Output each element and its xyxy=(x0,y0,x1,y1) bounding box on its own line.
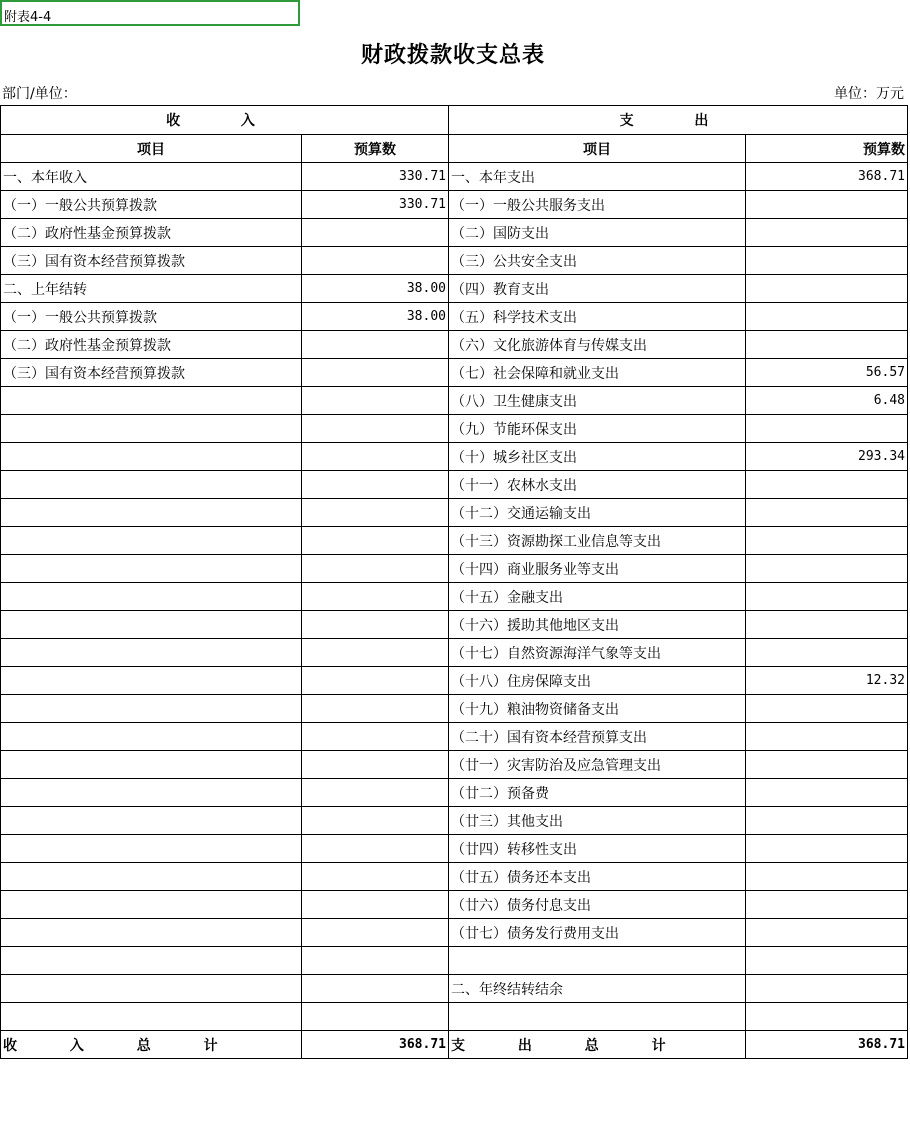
selected-cell[interactable] xyxy=(0,0,300,26)
income-budget-cell[interactable] xyxy=(302,1003,449,1031)
table-row xyxy=(1,499,908,527)
income-budget-cell[interactable] xyxy=(302,695,449,723)
income-item-cell[interactable] xyxy=(1,583,302,611)
expense-budget-cell[interactable] xyxy=(746,415,908,443)
expense-budget-cell[interactable] xyxy=(746,695,908,723)
income-item-cell[interactable] xyxy=(1,499,302,527)
table-row xyxy=(1,695,908,723)
expense-item-cell[interactable]: （廿六）债务付息支出 xyxy=(449,891,746,919)
expense-item-header: 项目 xyxy=(449,135,746,163)
expense-item-cell[interactable]: （廿二）预备费 xyxy=(449,779,746,807)
income-budget-cell[interactable]: 330.71 xyxy=(302,191,449,219)
income-item-cell[interactable]: 一、本年收入 xyxy=(1,163,302,191)
income-budget-cell[interactable] xyxy=(302,443,449,471)
income-item-cell[interactable] xyxy=(1,667,302,695)
income-budget-cell[interactable] xyxy=(302,387,449,415)
income-budget-cell[interactable]: 38.00 xyxy=(302,275,449,303)
income-item-cell[interactable] xyxy=(1,639,302,667)
expense-budget-cell[interactable]: 56.57 xyxy=(746,359,908,387)
expense-budget-cell[interactable] xyxy=(746,1003,908,1031)
table-row xyxy=(1,723,908,751)
expense-item-cell[interactable]: （十六）援助其他地区支出 xyxy=(449,611,746,639)
income-item-cell[interactable]: （三）国有资本经营预算拨款 xyxy=(1,247,302,275)
table-row xyxy=(1,611,908,639)
income-budget-cell[interactable] xyxy=(302,863,449,891)
income-budget-cell[interactable] xyxy=(302,471,449,499)
expense-item-cell[interactable]: （十八）住房保障支出 xyxy=(449,667,746,695)
income-budget-cell[interactable] xyxy=(302,807,449,835)
table-row xyxy=(1,1003,908,1031)
table-row xyxy=(1,527,908,555)
expense-item-cell[interactable]: （八）卫生健康支出 xyxy=(449,387,746,415)
expense-budget-cell[interactable]: 293.34 xyxy=(746,443,908,471)
income-budget-cell[interactable] xyxy=(302,919,449,947)
income-item-cell[interactable] xyxy=(1,835,302,863)
expense-budget-cell[interactable] xyxy=(746,247,908,275)
expense-item-cell[interactable]: （九）节能环保支出 xyxy=(449,415,746,443)
expense-item-cell[interactable]: （十七）自然资源海洋气象等支出 xyxy=(449,639,746,667)
income-item-cell[interactable] xyxy=(1,555,302,583)
table-row xyxy=(1,303,908,331)
expense-budget-header: 预算数 xyxy=(746,135,908,163)
income-budget-cell[interactable] xyxy=(302,779,449,807)
expense-item-cell[interactable]: （十一）农林水支出 xyxy=(449,471,746,499)
income-item-cell[interactable] xyxy=(1,723,302,751)
table-row xyxy=(1,275,908,303)
income-item-cell[interactable]: （一）一般公共预算拨款 xyxy=(1,303,302,331)
income-budget-cell[interactable] xyxy=(302,499,449,527)
income-budget-cell[interactable] xyxy=(302,247,449,275)
page-title: 财政拨款收支总表 xyxy=(360,42,545,68)
income-item-cell[interactable]: （二）政府性基金预算拨款 xyxy=(1,331,302,359)
table-row xyxy=(1,415,908,443)
expense-budget-cell[interactable]: 6.48 xyxy=(746,387,908,415)
expense-total-value[interactable]: 368.71 xyxy=(746,1031,908,1059)
expense-item-cell[interactable]: （五）科学技术支出 xyxy=(449,303,746,331)
income-budget-cell[interactable] xyxy=(302,359,449,387)
expense-budget-cell[interactable] xyxy=(746,555,908,583)
table-row xyxy=(1,751,908,779)
expense-budget-cell[interactable] xyxy=(746,499,908,527)
expense-item-cell[interactable]: （六）文化旅游体育与传媒支出 xyxy=(449,331,746,359)
income-total-value[interactable]: 368.71 xyxy=(302,1031,449,1059)
income-item-cell[interactable] xyxy=(1,863,302,891)
income-section-header: 收 入 xyxy=(1,106,449,135)
expense-budget-cell[interactable]: 12.32 xyxy=(746,667,908,695)
table-row xyxy=(1,191,908,219)
income-item-cell[interactable]: （一）一般公共预算拨款 xyxy=(1,191,302,219)
expense-budget-cell[interactable] xyxy=(746,807,908,835)
table-row xyxy=(1,779,908,807)
table-row xyxy=(1,163,908,191)
income-item-cell[interactable] xyxy=(1,751,302,779)
expense-item-cell[interactable]: （十五）金融支出 xyxy=(449,583,746,611)
expense-budget-cell[interactable] xyxy=(746,947,908,975)
cell-ref-text: 附表4-4 xyxy=(4,10,52,25)
expense-section-header: 支 出 xyxy=(449,106,908,135)
income-item-cell[interactable] xyxy=(1,471,302,499)
income-budget-cell[interactable] xyxy=(302,667,449,695)
income-item-cell[interactable] xyxy=(1,611,302,639)
expense-budget-cell[interactable]: 368.71 xyxy=(746,163,908,191)
expense-item-cell[interactable]: （二十）国有资本经营预算支出 xyxy=(449,723,746,751)
expense-budget-cell[interactable] xyxy=(746,275,908,303)
income-item-cell[interactable] xyxy=(1,891,302,919)
expense-item-cell[interactable]: （十四）商业服务业等支出 xyxy=(449,555,746,583)
table-row xyxy=(1,471,908,499)
income-item-cell[interactable] xyxy=(1,387,302,415)
expense-budget-cell[interactable] xyxy=(746,779,908,807)
expense-budget-cell[interactable] xyxy=(746,751,908,779)
income-item-cell[interactable] xyxy=(1,975,302,1003)
income-item-cell[interactable]: 二、上年结转 xyxy=(1,275,302,303)
income-budget-cell[interactable] xyxy=(302,331,449,359)
expense-item-cell[interactable]: （廿七）债务发行费用支出 xyxy=(449,919,746,947)
table-row xyxy=(1,443,908,471)
table-row xyxy=(1,863,908,891)
table-row xyxy=(1,331,908,359)
income-item-cell[interactable] xyxy=(1,807,302,835)
expense-item-cell[interactable]: 一、本年支出 xyxy=(449,163,746,191)
table-row xyxy=(1,359,908,387)
expense-budget-cell[interactable] xyxy=(746,723,908,751)
income-budget-cell[interactable] xyxy=(302,891,449,919)
expense-item-cell[interactable]: （十三）资源勘探工业信息等支出 xyxy=(449,527,746,555)
expense-item-cell[interactable]: （廿一）灾害防治及应急管理支出 xyxy=(449,751,746,779)
table-row xyxy=(1,387,908,415)
expense-budget-cell[interactable] xyxy=(746,975,908,1003)
expense-item-cell[interactable]: （十）城乡社区支出 xyxy=(449,443,746,471)
income-budget-cell[interactable] xyxy=(302,639,449,667)
income-item-cell[interactable] xyxy=(1,443,302,471)
expense-item-cell[interactable]: （廿五）债务还本支出 xyxy=(449,863,746,891)
table-row xyxy=(1,247,908,275)
expense-item-cell[interactable]: （廿三）其他支出 xyxy=(449,807,746,835)
department-label: 部门/单位： xyxy=(2,86,77,102)
expense-budget-cell[interactable] xyxy=(746,219,908,247)
table-row xyxy=(1,583,908,611)
table-row xyxy=(1,835,908,863)
income-item-cell[interactable]: （二）政府性基金预算拨款 xyxy=(1,219,302,247)
expense-item-cell[interactable]: （二）国防支出 xyxy=(449,219,746,247)
income-budget-cell[interactable] xyxy=(302,527,449,555)
income-total-label[interactable]: 收 入 总 计 xyxy=(1,1031,302,1059)
income-item-cell[interactable] xyxy=(1,1003,302,1031)
expense-item-cell[interactable]: （七）社会保障和就业支出 xyxy=(449,359,746,387)
income-budget-cell[interactable] xyxy=(302,835,449,863)
income-item-cell[interactable]: （三）国有资本经营预算拨款 xyxy=(1,359,302,387)
expense-budget-cell[interactable] xyxy=(746,891,908,919)
expense-budget-cell[interactable] xyxy=(746,191,908,219)
expense-budget-cell[interactable] xyxy=(746,919,908,947)
income-budget-cell[interactable] xyxy=(302,947,449,975)
expense-item-cell[interactable]: 二、年终结转结余 xyxy=(449,975,746,1003)
table-row xyxy=(1,667,908,695)
income-budget-cell[interactable] xyxy=(302,751,449,779)
income-budget-cell[interactable]: 330.71 xyxy=(302,163,449,191)
income-budget-cell[interactable] xyxy=(302,555,449,583)
income-item-header: 项目 xyxy=(1,135,302,163)
expense-budget-cell[interactable] xyxy=(746,471,908,499)
income-item-cell[interactable] xyxy=(1,947,302,975)
table-row xyxy=(1,555,908,583)
income-item-cell[interactable] xyxy=(1,919,302,947)
expense-budget-cell[interactable] xyxy=(746,583,908,611)
expense-item-cell[interactable]: （一）一般公共服务支出 xyxy=(449,191,746,219)
expense-budget-cell[interactable] xyxy=(746,331,908,359)
expense-item-cell[interactable]: （十九）粮油物资储备支出 xyxy=(449,695,746,723)
income-item-cell[interactable] xyxy=(1,779,302,807)
income-item-cell[interactable] xyxy=(1,415,302,443)
table-row xyxy=(1,975,908,1003)
expense-item-cell[interactable]: （十二）交通运输支出 xyxy=(449,499,746,527)
budget-table xyxy=(0,105,908,1059)
income-budget-cell[interactable] xyxy=(302,219,449,247)
income-budget-cell[interactable] xyxy=(302,975,449,1003)
expense-budget-cell[interactable] xyxy=(746,527,908,555)
table-row xyxy=(1,219,908,247)
unit-label: 单位：万元 xyxy=(834,86,904,102)
income-budget-cell[interactable] xyxy=(302,611,449,639)
income-item-cell[interactable] xyxy=(1,527,302,555)
expense-item-cell[interactable] xyxy=(449,1003,746,1031)
table-row xyxy=(1,891,908,919)
income-budget-cell[interactable]: 38.00 xyxy=(302,303,449,331)
expense-item-cell[interactable]: （三）公共安全支出 xyxy=(449,247,746,275)
expense-budget-cell[interactable] xyxy=(746,303,908,331)
expense-total-label[interactable]: 支 出 总 计 xyxy=(449,1031,746,1059)
income-item-cell[interactable] xyxy=(1,695,302,723)
expense-budget-cell[interactable] xyxy=(746,835,908,863)
expense-item-cell[interactable]: （廿四）转移性支出 xyxy=(449,835,746,863)
expense-budget-cell[interactable] xyxy=(746,863,908,891)
expense-item-cell[interactable] xyxy=(449,947,746,975)
income-budget-header: 预算数 xyxy=(302,135,449,163)
totals-row xyxy=(1,1031,908,1059)
table-row xyxy=(1,947,908,975)
table-row xyxy=(1,919,908,947)
income-budget-cell[interactable] xyxy=(302,415,449,443)
table-row xyxy=(1,807,908,835)
table-row xyxy=(1,639,908,667)
income-budget-cell[interactable] xyxy=(302,583,449,611)
expense-item-cell[interactable]: （四）教育支出 xyxy=(449,275,746,303)
expense-budget-cell[interactable] xyxy=(746,611,908,639)
expense-budget-cell[interactable] xyxy=(746,639,908,667)
income-budget-cell[interactable] xyxy=(302,723,449,751)
